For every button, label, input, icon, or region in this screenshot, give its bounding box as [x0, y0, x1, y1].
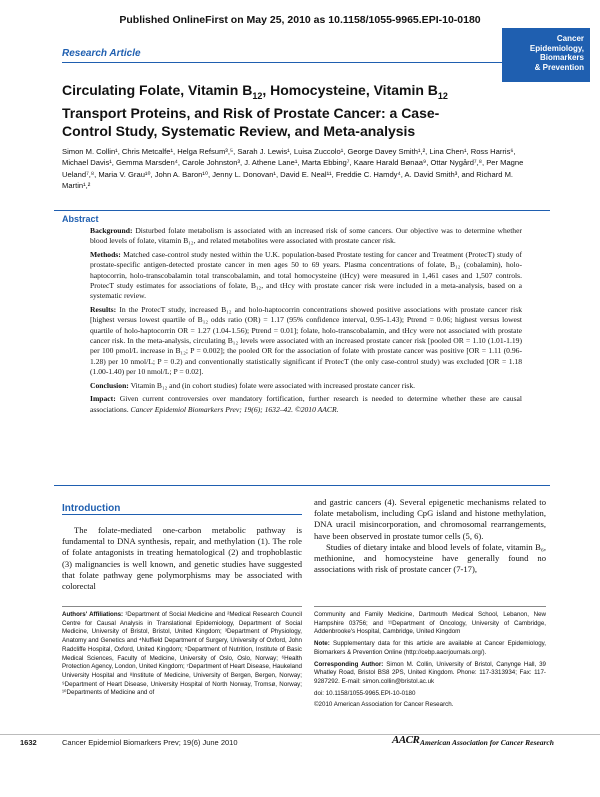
- abstract-text: Given current controversies over mandatory fortification, further research is needed to determine whether these are causal associations.: [90, 394, 522, 414]
- supplementary-note: [314, 640, 546, 657]
- abstract-conclusion: [90, 381, 522, 391]
- published-online-line: Published OnlineFirst on May 25, 2010 as 10.1158/1055-9965.EPI-10-0180: [119, 14, 481, 26]
- abstract-text: Matched case-control study nested within the U.K. population-based Prostate testing for cancer and Treatment (ProtecT) study of prostate-specific antigen-detected prostate cancer in men ages 50 to 69 years. Plasma concentrations of folate, B₁₂ (cobalamin), holo-haptocorrin, holo-transcobalamin total transcobalamin, and total homocysteine (tHcy) were measured in 1,461 cases and 1,507 controls. ProtecT study estimates for associations of folate, B₁₂, and tHcy with prostate cancer risk were included in a meta-analysis, based on a systematic review.: [90, 249, 522, 301]
- note-text: ¹Department of Social Medicine and ²Medical Research Council Centre for Causal Analysis in Translational Epidemiology, Department of Social Medicine, University of Bristol, Bristol, United Kingdom; ³Department of Physiology, Anatomy and Genetics and ⁴Nuffield Department of Surgery, University of Oxford, John Radcliffe Hospital, Oxford, United Kingdom; ⁵Department of Nutrition, Institute of Basic Medical Sciences, Faculty of Medicine, University of Oslo, Oslo, Norway; ⁶Health Protection Agency, London, United Kingdom; ⁷Department of Heart Disease, Haukeland University Hospital and ⁸Institute of Medicine, University of Bergen, Bergen, Norway; ⁹Department of Heart Disease, University Hospital of North Norway, Tromsø, Norway; ¹⁰Departments of Medicine and of: [62, 611, 302, 697]
- abstract-results: [90, 305, 522, 378]
- article-title: [62, 82, 482, 140]
- note-text: Simon M. Collin, University of Bristol, Canynge Hall, 39 Whatley Road, Bristol BS8 2PS, United Kingdom. Phone: 117-3313934; Fax: 117-9287292. E-mail: simon.collin@bristol.ac.uk: [314, 660, 546, 685]
- abstract-label: Background:: [90, 226, 133, 235]
- abstract-label: Methods:: [90, 249, 121, 259]
- title-subscript: 12: [437, 90, 448, 101]
- abstract-impact: [90, 394, 522, 415]
- introduction-divider: [62, 514, 302, 515]
- copyright-line: ©2010 American Association for Cancer Research.: [314, 701, 454, 709]
- journal-badge-line: Cancer: [556, 34, 584, 43]
- abstract-label: Conclusion:: [90, 380, 129, 390]
- abstract-label: Results:: [90, 304, 117, 314]
- introduction-right-column: [314, 497, 546, 575]
- introduction-left-column: [62, 525, 302, 592]
- introduction-heading: Introduction: [62, 503, 121, 514]
- note-text: Supplementary data for this article are available at Cancer Epidemiology, Biomarkers & Prevention Online (http://cebp.aacrjournals.org/).: [314, 640, 546, 656]
- notes-divider: [314, 606, 546, 607]
- abstract-citation: Cancer Epidemiol Biomarkers Prev; 19(6); 1632–42. ©2010 AACR.: [130, 404, 339, 414]
- journal-badge: [502, 28, 590, 82]
- author-list: Simon M. Collin¹, Chris Metcalfe¹, Helga Refsum³,⁵, Sarah J. Lewis¹, Luisa Zuccolo¹, George Davey Smith¹,², Lina Chen¹, Ross Harris⁶, Michael Davis¹, Gemma Marsden⁴, Carole Johnston³, J. Athene Lane¹, Marta Ebbing⁷, Kaare Harald Bønaa⁹, Ottar Nygård⁷,⁸, Per Magne Ueland⁷,⁸, Maria V. Grau¹⁰, John A. Baron¹⁰, Jenny L. Donovan¹, David E. Neal¹¹, Freddie C. Hamdy⁴, A. David Smith³, and Richard M. Martin¹,²: [62, 147, 524, 190]
- aacr-name: American Association for Cancer Research: [420, 738, 554, 747]
- footer-divider: [0, 734, 600, 735]
- affiliations-continued: Community and Family Medicine, Dartmouth Medical School, Lebanon, New Hampshire 03756; and ¹¹Department of Oncology, University of Cambridge, Addenbrooke's Hospital, Cambridge, United Kingdom: [314, 611, 546, 636]
- abstract-background: [90, 226, 522, 247]
- abstract-body: [90, 226, 522, 418]
- title-part: , Homocysteine, Vitamin B: [262, 82, 438, 98]
- section-label: Research Article: [62, 48, 141, 59]
- note-label: Authors' Affiliations:: [62, 611, 124, 618]
- abstract-heading: Abstract: [62, 214, 99, 224]
- note-label: Note:: [314, 640, 330, 648]
- doi-label: doi:: [314, 689, 324, 697]
- body-paragraph: and gastric cancers (4). Several epigenetic mechanisms related to folate metabolism, including CpG island and histone methylation, DNA uracil misincorporation, and chromosomal rearrangements, have been observed in prostate tumor cells (5, 6).: [314, 497, 546, 541]
- title-part: Circulating Folate, Vitamin B: [62, 82, 253, 98]
- section-divider: [62, 62, 504, 63]
- author-notes: [314, 611, 546, 713]
- affiliations-note: [62, 611, 302, 701]
- abstract-text: Disturbed folate metabolism is associated with an increased risk of some cancers. Our objective was to determine whether blood levels of folate, vitamin B₁₂, and related metabolites were associated with prostate cancer risk.: [90, 226, 522, 246]
- corresponding-author: [314, 661, 546, 687]
- journal-badge-line: Epidemiology,: [529, 43, 584, 53]
- note-label: Corresponding Author:: [314, 660, 384, 668]
- journal-badge-line: & Prevention: [534, 62, 584, 72]
- doi-line: [314, 690, 546, 699]
- page-number: 1632: [20, 738, 37, 747]
- affiliations-paragraph: [62, 611, 302, 698]
- abstract-label: Impact:: [90, 394, 116, 404]
- footer-journal: Cancer Epidemiol Biomarkers Prev; 19(6) June 2010: [62, 738, 238, 747]
- body-paragraph: The folate-mediated one-carbon metabolic pathway is fundamental to DNA synthesis, repair, and methylation (1). The role of folate antagonists in treating hematological (2) and trophoblastic (3) malignancies is well known, and genetic studies have suggested that folate pathway gene polymorphisms may be associated with colorectal: [62, 525, 302, 592]
- title-part: Transport Proteins, and Risk of Prostate Cancer: a Case-Control Study, Systematic Review, and Meta-analysis: [62, 105, 440, 139]
- abstract-methods: [90, 250, 522, 302]
- abstract-text: In the ProtecT study, increased B₁₂ and holo-haptocorrin concentrations showed positive associations with prostate cancer risk [highest versus lowest quartile of B₁₂ odds ratio (OR) = 1.17 (95% confidence interval, 0.95-1.43); Ptrend = 0.06; highest versus lowest quartile of holo-haptocorrin OR = 1.27 (1.04-1.56); Ptrend = 0.01]; folate, holo-transcobalamin, and tHcy were not associated with prostate cancer risk. In the meta-analysis, circulating B₁₂ levels were associated with an increased prostate cancer risk [pooled OR = 1.10 (1.01-1.19) per 100 pmol/L increase in B₁₂; P = 0.002]; the pooled OR for the association of folate with prostate cancer was positive [OR = 1.11 (0.96-1.28) per 10 nmol/L; P = 0.2) and conventionally statistically significant if ProtecT (the only case-control study) was excluded [OR = 1.18 (1.00-1.40) per 10 nmol/L; P = 0.02].: [90, 304, 522, 377]
- journal-badge-line: Biomarkers: [539, 53, 584, 62]
- title-subscript: 12: [252, 90, 263, 101]
- doi-link[interactable]: 10.1158/1055-9965.EPI-10-0180: [325, 689, 416, 697]
- abstract-text: Vitamin B₁₂ and (in cohort studies) folate were associated with increased prostate cancer risk.: [130, 380, 416, 390]
- body-paragraph: Studies of dietary intake and blood levels of folate, vitamin B₆, methionine, and homocysteine have generally found no associations with risk of prostate cancer (7-17),: [314, 541, 546, 575]
- aacr-logo: AACR: [392, 734, 420, 746]
- notes-divider: [62, 606, 302, 607]
